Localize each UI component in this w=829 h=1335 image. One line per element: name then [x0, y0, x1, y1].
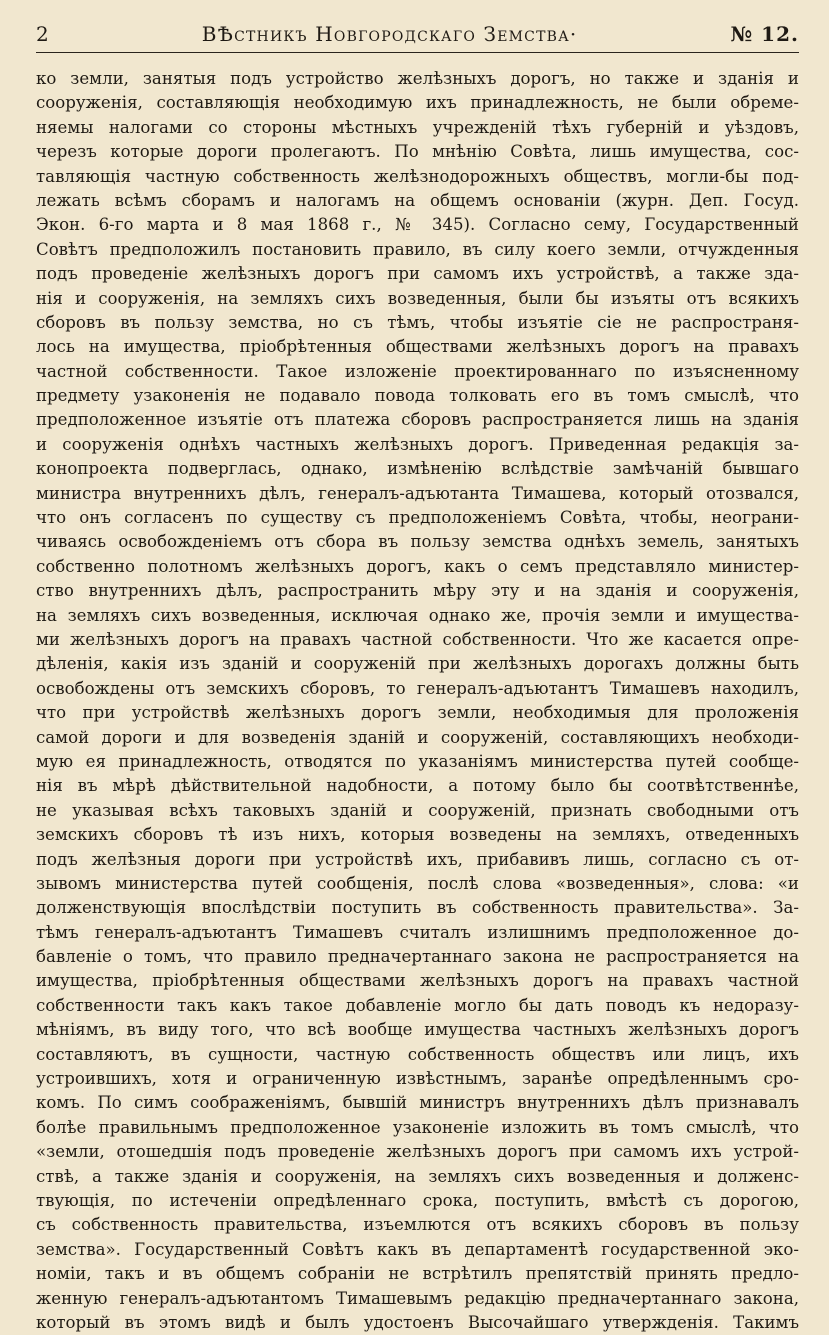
text-line: ствѣ, а также зданія и сооруженія, на земляхъ сихъ возведенныя и долженс- — [36, 1166, 799, 1186]
text-line: ми желѣзныхъ дорогъ на правахъ частной собственности. Что же касается опре- — [36, 629, 799, 649]
text-line: тавляющія частную собственность желѣзнодорожныхъ обществъ, могли-бы под- — [36, 166, 799, 186]
text-line: освобождены отъ земскихъ сборовъ, то генералъ-адъютантъ Тимашевъ находилъ, — [36, 678, 799, 698]
text-line: мѣніямъ, въ виду того, что всѣ вообще имущества частныхъ желѣзныхъ дорогъ — [36, 1020, 799, 1040]
text-line: устроившихъ, хотя и ограниченную извѣстнымъ, заранѣе опредѣленнымъ сро- — [36, 1069, 799, 1089]
text-line: который въ этомъ видѣ и былъ удостоенъ Высочайшаго утвержденія. Такимъ — [36, 1312, 799, 1332]
text-line: болѣе правильнымъ предположенное узаконеніе изложить въ томъ смыслѣ, что — [36, 1117, 799, 1137]
text-line: на земляхъ сихъ возведенныя, исключая однако же, прочія земли и имущества- — [36, 605, 799, 625]
text-line: номіи, такъ и въ общемъ собраніи не встрѣтилъ препятствій принять предло- — [36, 1264, 799, 1284]
text-line: и сооруженія однѣхъ частныхъ желѣзныхъ дорогъ. Приведенная редакція за- — [36, 434, 799, 454]
text-line: имущества, пріобрѣтенныя обществами желѣзныхъ дорогъ на правахъ частной — [36, 971, 799, 991]
text-line: не указывая всѣхъ таковыхъ зданій и сооруженій, признать свободными отъ — [36, 800, 799, 820]
text-line: мую ея принадлежность, отводятся по указаніямъ министерства путей сообще- — [36, 751, 799, 771]
page-number: 2 — [36, 22, 49, 46]
text-line: конопроекта подверглась, однако, измѣненію вслѣдствіе замѣчаній бывшаго — [36, 459, 799, 479]
text-line: земскихъ сборовъ тѣ изъ нихъ, которыя возведены на земляхъ, отведенныхъ — [36, 825, 799, 845]
text-line: «земли, отошедшія подъ проведеніе желѣзныхъ дорогъ при самомъ ихъ устрой- — [36, 1142, 799, 1162]
text-line: няемы налогами со стороны мѣстныхъ учрежденій тѣхъ губерній и уѣздовъ, — [36, 117, 799, 137]
text-line: черезъ которые дороги пролегаютъ. По мнѣнію Совѣта, лишь имущества, сос- — [36, 142, 799, 162]
text-line: самой дороги и для возведенія зданій и сооруженій, составляющихъ необходи- — [36, 727, 799, 747]
text-line: земства». Государственный Совѣтъ какъ въ департаментѣ государственной эко- — [36, 1239, 799, 1259]
text-line: бавленіе о томъ, что правило предначертаннаго закона не распространяется на — [36, 947, 799, 967]
text-line: съ собственность правительства, изъемлются отъ всякихъ сборовъ въ пользу — [36, 1215, 799, 1235]
text-line: что при устройствѣ желѣзныхъ дорогъ земли, необходимыя для проложенія — [36, 703, 799, 723]
text-line: собственности такъ какъ такое добавленіе могло бы дать поводъ къ недоразу- — [36, 995, 799, 1015]
text-line: твующія, по истеченіи опредѣленнаго срока, поступить, вмѣстѣ съ дорогою, — [36, 1190, 799, 1210]
text-line: подъ желѣзныя дороги при устройствѣ ихъ, прибавивъ лишь, согласно съ от- — [36, 849, 799, 869]
page-header — [36, 22, 799, 53]
text-line: подъ проведеніе желѣзныхъ дорогъ при самомъ ихъ устройствѣ, а также зда- — [36, 264, 799, 284]
text-line: лежать всѣмъ сборамъ и налогамъ на общемъ основаніи (журн. Деп. Госуд. — [36, 190, 799, 210]
journal-title: ВѢстникъ Новгородскаго Земства· — [201, 22, 578, 46]
text-line: министра внутреннихъ дѣлъ, генералъ-адъютанта Тимашева, который отозвался, — [36, 483, 799, 503]
text-line: сооруженія, составляющія необходимую ихъ принадлежность, не были обреме- — [36, 93, 799, 113]
text-line: Экон. 6-го марта и 8 мая 1868 г., № 345). Согласно сему, Государственный — [36, 215, 799, 235]
body-text — [36, 67, 799, 1335]
text-line: ство внутреннихъ дѣлъ, распространить мѣру эту и на зданія и сооруженія, — [36, 581, 799, 601]
text-line: зывомъ министерства путей сообщенія, послѣ слова «возведенныя», слова: «и — [36, 873, 799, 893]
text-line: нія и сооруженія, на земляхъ сихъ возведенныя, были бы изъяты отъ всякихъ — [36, 288, 799, 308]
text-line: долженствующія впослѣдствіи поступить въ собственность правительства». За- — [36, 898, 799, 918]
text-line: частной собственности. Такое изложеніе проектированнаго по изъясненному — [36, 361, 799, 381]
text-line: женную генералъ-адъютантомъ Тимашевымъ редакцію предначертаннаго закона, — [36, 1288, 799, 1308]
text-line: комъ. По симъ соображеніямъ, бывшій министръ внутреннихъ дѣлъ признавалъ — [36, 1093, 799, 1113]
text-line: ко земли, занятыя подъ устройство желѣзныхъ дорогъ, но также и зданія и — [36, 69, 799, 88]
text-line: составляютъ, въ сущности, частную собственность обществъ или лицъ, ихъ — [36, 1044, 799, 1064]
text-line: собственно полотномъ желѣзныхъ дорогъ, какъ о семъ представляло министер- — [36, 556, 799, 576]
issue-number: № 12. — [730, 22, 799, 46]
text-line: нія въ мѣрѣ дѣйствительной надобности, а потому было бы соотвѣтственнѣе, — [36, 776, 799, 796]
text-line: дѣленія, какія изъ зданій и сооруженій при желѣзныхъ дорогахъ должны быть — [36, 654, 799, 674]
text-line: чиваясь освобожденіемъ отъ сбора въ пользу земства однѣхъ земель, занятыхъ — [36, 532, 799, 552]
text-line: что онъ согласенъ по существу съ предположеніемъ Совѣта, чтобы, неограни- — [36, 508, 799, 528]
text-line: сборовъ въ пользу земства, но съ тѣмъ, чтобы изъятіе сіе не распространя- — [36, 312, 799, 332]
text-line: предположенное изъятіе отъ платежа сборовъ распространяется лишь на зданія — [36, 410, 799, 430]
text-line: предмету узаконенія не подавало повода толковать его въ томъ смыслѣ, что — [36, 386, 799, 406]
text-line: тѣмъ генералъ-адъютантъ Тимашевъ считалъ излишнимъ предположенное до- — [36, 922, 799, 942]
text-line: лось на имущества, пріобрѣтенныя обществами желѣзныхъ дорогъ на правахъ — [36, 337, 799, 357]
text-line: Совѣтъ предположилъ постановить правило, въ силу коего земли, отчужденныя — [36, 239, 799, 259]
